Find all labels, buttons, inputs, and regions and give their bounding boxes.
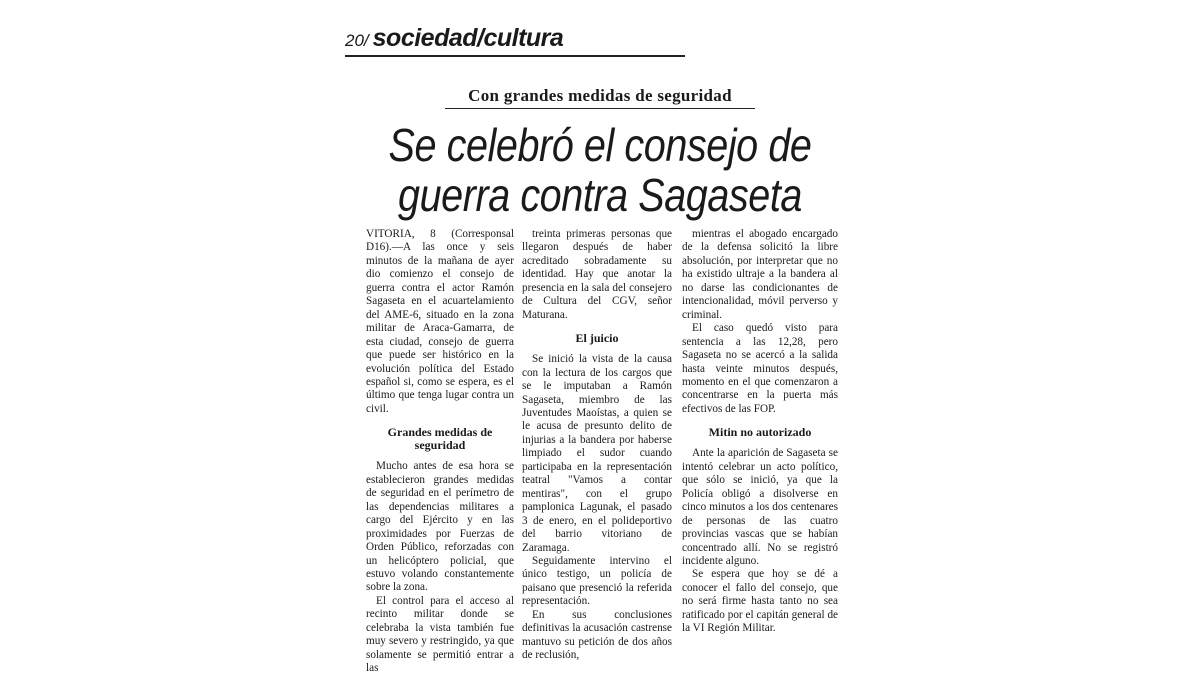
paragraph: Seguidamente intervino el único testigo, un policía de paisano que presenció la referida representación. xyxy=(522,554,672,608)
paragraph: Mucho antes de esa hora se establecieron grandes medidas de seguridad en el perímetro de las dependencias militares a cargo del Ejército y en las proximidades por Fuerzas de Orden Público, reforzadas con un helicóptero policial, que estuvo volando constantemente sobre la zona. xyxy=(366,460,514,594)
headline xyxy=(299,120,901,220)
section-name: sociedad/cultura xyxy=(372,24,564,52)
paragraph: mientras el abogado encargado de la defensa solicitó la libre absolución, por interpretar que no ha existido ultraje a la bandera al no darse las condicionantes de intencionalidad, móvil perverso y criminal. xyxy=(682,228,838,321)
headline-line: guerra contra Sagaseta xyxy=(397,169,802,221)
article-column-2 xyxy=(522,228,672,663)
paragraph: treinta primeras personas que llegaron después de haber acreditado sobradamente su identidad. Hay que anotar la presencia en la sala del consejero de Cultura del CGV, señor Maturana. xyxy=(522,228,672,321)
paragraph: El caso quedó visto para sentencia a las 12,28, pero Sagaseta no se acercó a la salida hasta veinte minutos después, momento en el que comenzaron a concentrarse en la puerta más efectivos de las FOP. xyxy=(682,322,838,415)
paragraph: VITORIA, 8 (Corresponsal D16).—A las once y seis minutos de la mañana de ayer dio comienzo el consejo de guerra contra el actor Ramón Sagaseta en el acuartelamiento del AME-6, situado en la zona militar de Araca-Gamarra, de esta ciudad, consejo de guerra que puede ser histórico en la evolución política del Estado español si, como se espera, es el último que tenga lugar contra un civil. xyxy=(366,228,514,415)
subheading: El juicio xyxy=(575,331,619,346)
paragraph: Ante la aparición de Sagaseta se intentó celebrar un acto político, que sólo se inició, ya que la Policía obligó a disolverse en cinco minutos a los dos centenares de personas de las cuatro provincias vascas que se habían concentrado allí. No se registró incidente alguno. xyxy=(682,447,838,567)
paragraph: Se espera que hoy se dé a conocer el fallo del consejo, que no será firme hasta tanto no sea ratificado por el capitán general de la VI Región Militar. xyxy=(682,568,838,635)
paragraph: Se inició la vista de la causa con la lectura de los cargos que se le imputaban a Ramón Sagaseta, miembro de las Juventudes Maoístas, a quien se le acusa de presunto delito de injurias a la bandera por haberse limpiado el sudor cuando participaba en la representación teatral "Vamos a contar mentiras", con el grupo pamplonica Lagunak, el pasado 3 de enero, en el polideportivo del barrio vitoriano de Zaramaga. xyxy=(522,353,672,554)
paragraph: El control para el acceso al recinto militar donde se celebraba la vista también fue muy severo y restringido, ya que solamente se permitió entrar a las xyxy=(366,594,514,675)
section-header xyxy=(345,24,685,57)
subheading: Mitin no autorizado xyxy=(708,425,812,440)
subheading: Grandes medidas de seguridad xyxy=(387,425,493,453)
article-column-3 xyxy=(682,228,838,636)
kicker: Con grandes medidas de seguridad xyxy=(445,86,755,109)
page-number: 20/ xyxy=(345,31,369,50)
paragraph: En sus conclusiones definitivas la acusación castrense mantuvo su petición de dos años de reclusión, xyxy=(522,608,672,662)
article-column-1 xyxy=(366,228,514,676)
headline-line: Se celebró el consejo de xyxy=(388,119,812,171)
